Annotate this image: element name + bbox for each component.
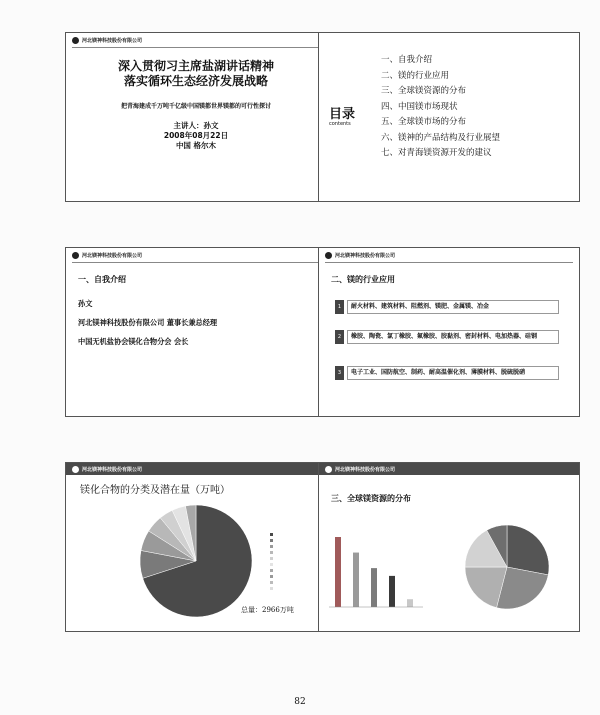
toc-item: 七、对青海镁资源开发的建议: [381, 148, 492, 158]
slide-1-subtitle: 把青海建成千万吨千亿级中国镁都世界镁都的可行性探讨: [120, 103, 271, 110]
company-logo-icon: [72, 252, 79, 259]
slide-6: [318, 462, 580, 632]
bar: [371, 568, 377, 607]
toc-item: 二、镁的行业应用: [381, 70, 450, 81]
legend-swatch: [270, 545, 273, 548]
resource-charts: [319, 463, 580, 632]
chart-title: 镁化合物的分类及潜在量（万吨）: [80, 485, 230, 496]
legend-swatch: [270, 581, 273, 584]
legend-swatch: [270, 551, 273, 554]
company-logo-icon: [72, 37, 79, 44]
slide-header: 河北镁神科技股份有限公司: [319, 463, 579, 475]
presenter-name: 孙文: [78, 299, 93, 308]
legend-swatch: [270, 587, 273, 590]
company-logo-icon: [325, 252, 332, 259]
toc-item: 三、全球镁资源的分布: [381, 86, 467, 96]
toc-item: 四、中国镁市场现状: [381, 101, 458, 112]
legend-swatch: [270, 539, 273, 542]
presenter-role: 河北镁神科技股份有限公司 董事长兼总经理: [78, 318, 218, 327]
toc-list: [381, 53, 500, 162]
slide-1-speaker-info: 主讲人：孙文 2008年08月22日 中国 格尔木: [163, 121, 229, 150]
bar: [335, 537, 341, 607]
legend-swatch: [270, 575, 273, 578]
bar: [407, 599, 413, 607]
presenter-association: 中国无机盐协会镁化合物分会 会长: [78, 337, 189, 346]
toc-item: 六、镁神的产品结构及行业展望: [381, 132, 501, 143]
toc-item: 一、自我介绍: [381, 55, 433, 65]
chart-total: 总量：2966万吨: [241, 606, 294, 614]
application-row: 1 耐火材料、建筑材料、阻燃剂、镁肥、金属镁、冶金: [335, 300, 559, 314]
toc-item: 五、全球镁市场的分布: [381, 117, 467, 127]
legend-swatch: [270, 533, 273, 536]
slide-5: [65, 462, 327, 632]
toc-heading-en: contents: [329, 121, 351, 127]
legend-swatch: [270, 569, 273, 572]
slide-header: 河北镁神科技股份有限公司: [325, 252, 395, 259]
slide-6-title: 三、全球镁资源的分布: [331, 494, 411, 503]
slide-4: [318, 247, 580, 417]
bar: [353, 553, 359, 607]
slide-3-title: 一、自我介绍: [78, 275, 126, 284]
slide-header: 河北镁神科技股份有限公司: [66, 463, 326, 475]
slide-2: [318, 32, 580, 202]
pie-slice: [507, 525, 549, 575]
legend-swatch: [270, 557, 273, 560]
bar: [389, 576, 395, 607]
slide-1: [65, 32, 327, 202]
application-row: 2 橡胶、陶瓷、氯丁橡胶、氟橡胶、胶黏剂、密封材料、电加热器、硅钢: [335, 330, 559, 344]
slide-3: [65, 247, 327, 417]
toc-heading: 目录: [329, 107, 356, 122]
page-number: 82: [294, 697, 306, 707]
slide-header: 河北镁神科技股份有限公司: [72, 252, 142, 259]
slide-4-title: 二、镁的行业应用: [331, 275, 395, 284]
legend-swatch: [270, 563, 273, 566]
slide-header: 河北镁神科技股份有限公司: [72, 37, 142, 44]
slide-1-title: 深入贯彻习主席盐湖讲话精神 落实循环生态经济发展战略: [117, 59, 274, 88]
application-row: 3 电子工业、国防航空、制药、耐高温催化剂、薄膜材料、脱硫脱硝: [335, 366, 559, 380]
